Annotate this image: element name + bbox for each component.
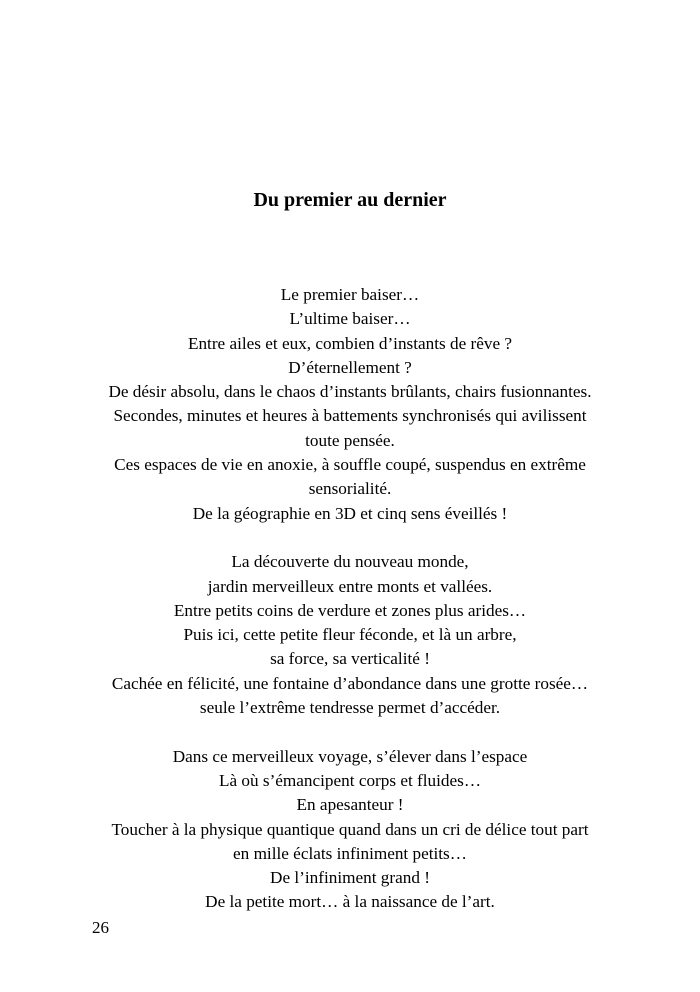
poem-line: Entre ailes et eux, combien d’instants de rêve ? xyxy=(187,333,513,353)
poem-line: Toucher à la physique quantique quand dans un cri de délice tout part xyxy=(111,819,589,839)
stanza-2 xyxy=(0,550,700,720)
stanza-3 xyxy=(0,745,700,915)
poem-line: La découverte du nouveau monde, xyxy=(231,552,469,572)
page-number: 26 xyxy=(92,918,109,937)
page-title: Du premier au dernier xyxy=(253,189,447,211)
poem-line: Le premier baiser… xyxy=(280,285,420,304)
poem-line: D’éternellement ? xyxy=(288,357,412,377)
poem-line: Cachée en félicité, une fontaine d’abondance dans une grotte rosée… xyxy=(111,673,589,693)
poem-line: Ces espaces de vie en anoxie, à souffle coupé, suspendus en extrême xyxy=(114,455,586,475)
poem-line: Là où s’émancipent corps et fluides… xyxy=(218,770,482,790)
poem-line: L’ultime baiser… xyxy=(289,309,411,329)
poem-line: Secondes, minutes et heures à battements synchronisés qui avilissent xyxy=(113,406,587,426)
poem-line: De l’infiniment grand ! xyxy=(270,868,430,888)
poem-line: De la géographie en 3D et cinq sens éveillés ! xyxy=(192,503,508,523)
poem-line: jardin merveilleux entre monts et vallées. xyxy=(207,576,493,596)
poem-line: en mille éclats infiniment petits… xyxy=(233,843,467,863)
poem-line: De désir absolu, dans le chaos d’instants brûlants, chairs fusionnantes. xyxy=(108,382,592,402)
poem-line: Puis ici, cette petite fleur féconde, et là un arbre, xyxy=(183,625,517,645)
poem-line: Entre petits coins de verdure et zones plus arides… xyxy=(173,600,527,620)
poem-line: sa force, sa verticalité ! xyxy=(270,649,430,669)
poem-body xyxy=(0,283,700,915)
poem-line: sensorialité. xyxy=(308,479,392,499)
poem-line: En apesanteur ! xyxy=(296,795,404,815)
poem-line: De la petite mort… à la naissance de l’art. xyxy=(205,892,495,912)
stanza-1 xyxy=(0,283,700,526)
poem-line: Dans ce merveilleux voyage, s’élever dans l’espace xyxy=(172,746,528,766)
poem-line: toute pensée. xyxy=(305,430,395,450)
poem-line: seule l’extrême tendresse permet d’accéder. xyxy=(199,698,501,718)
